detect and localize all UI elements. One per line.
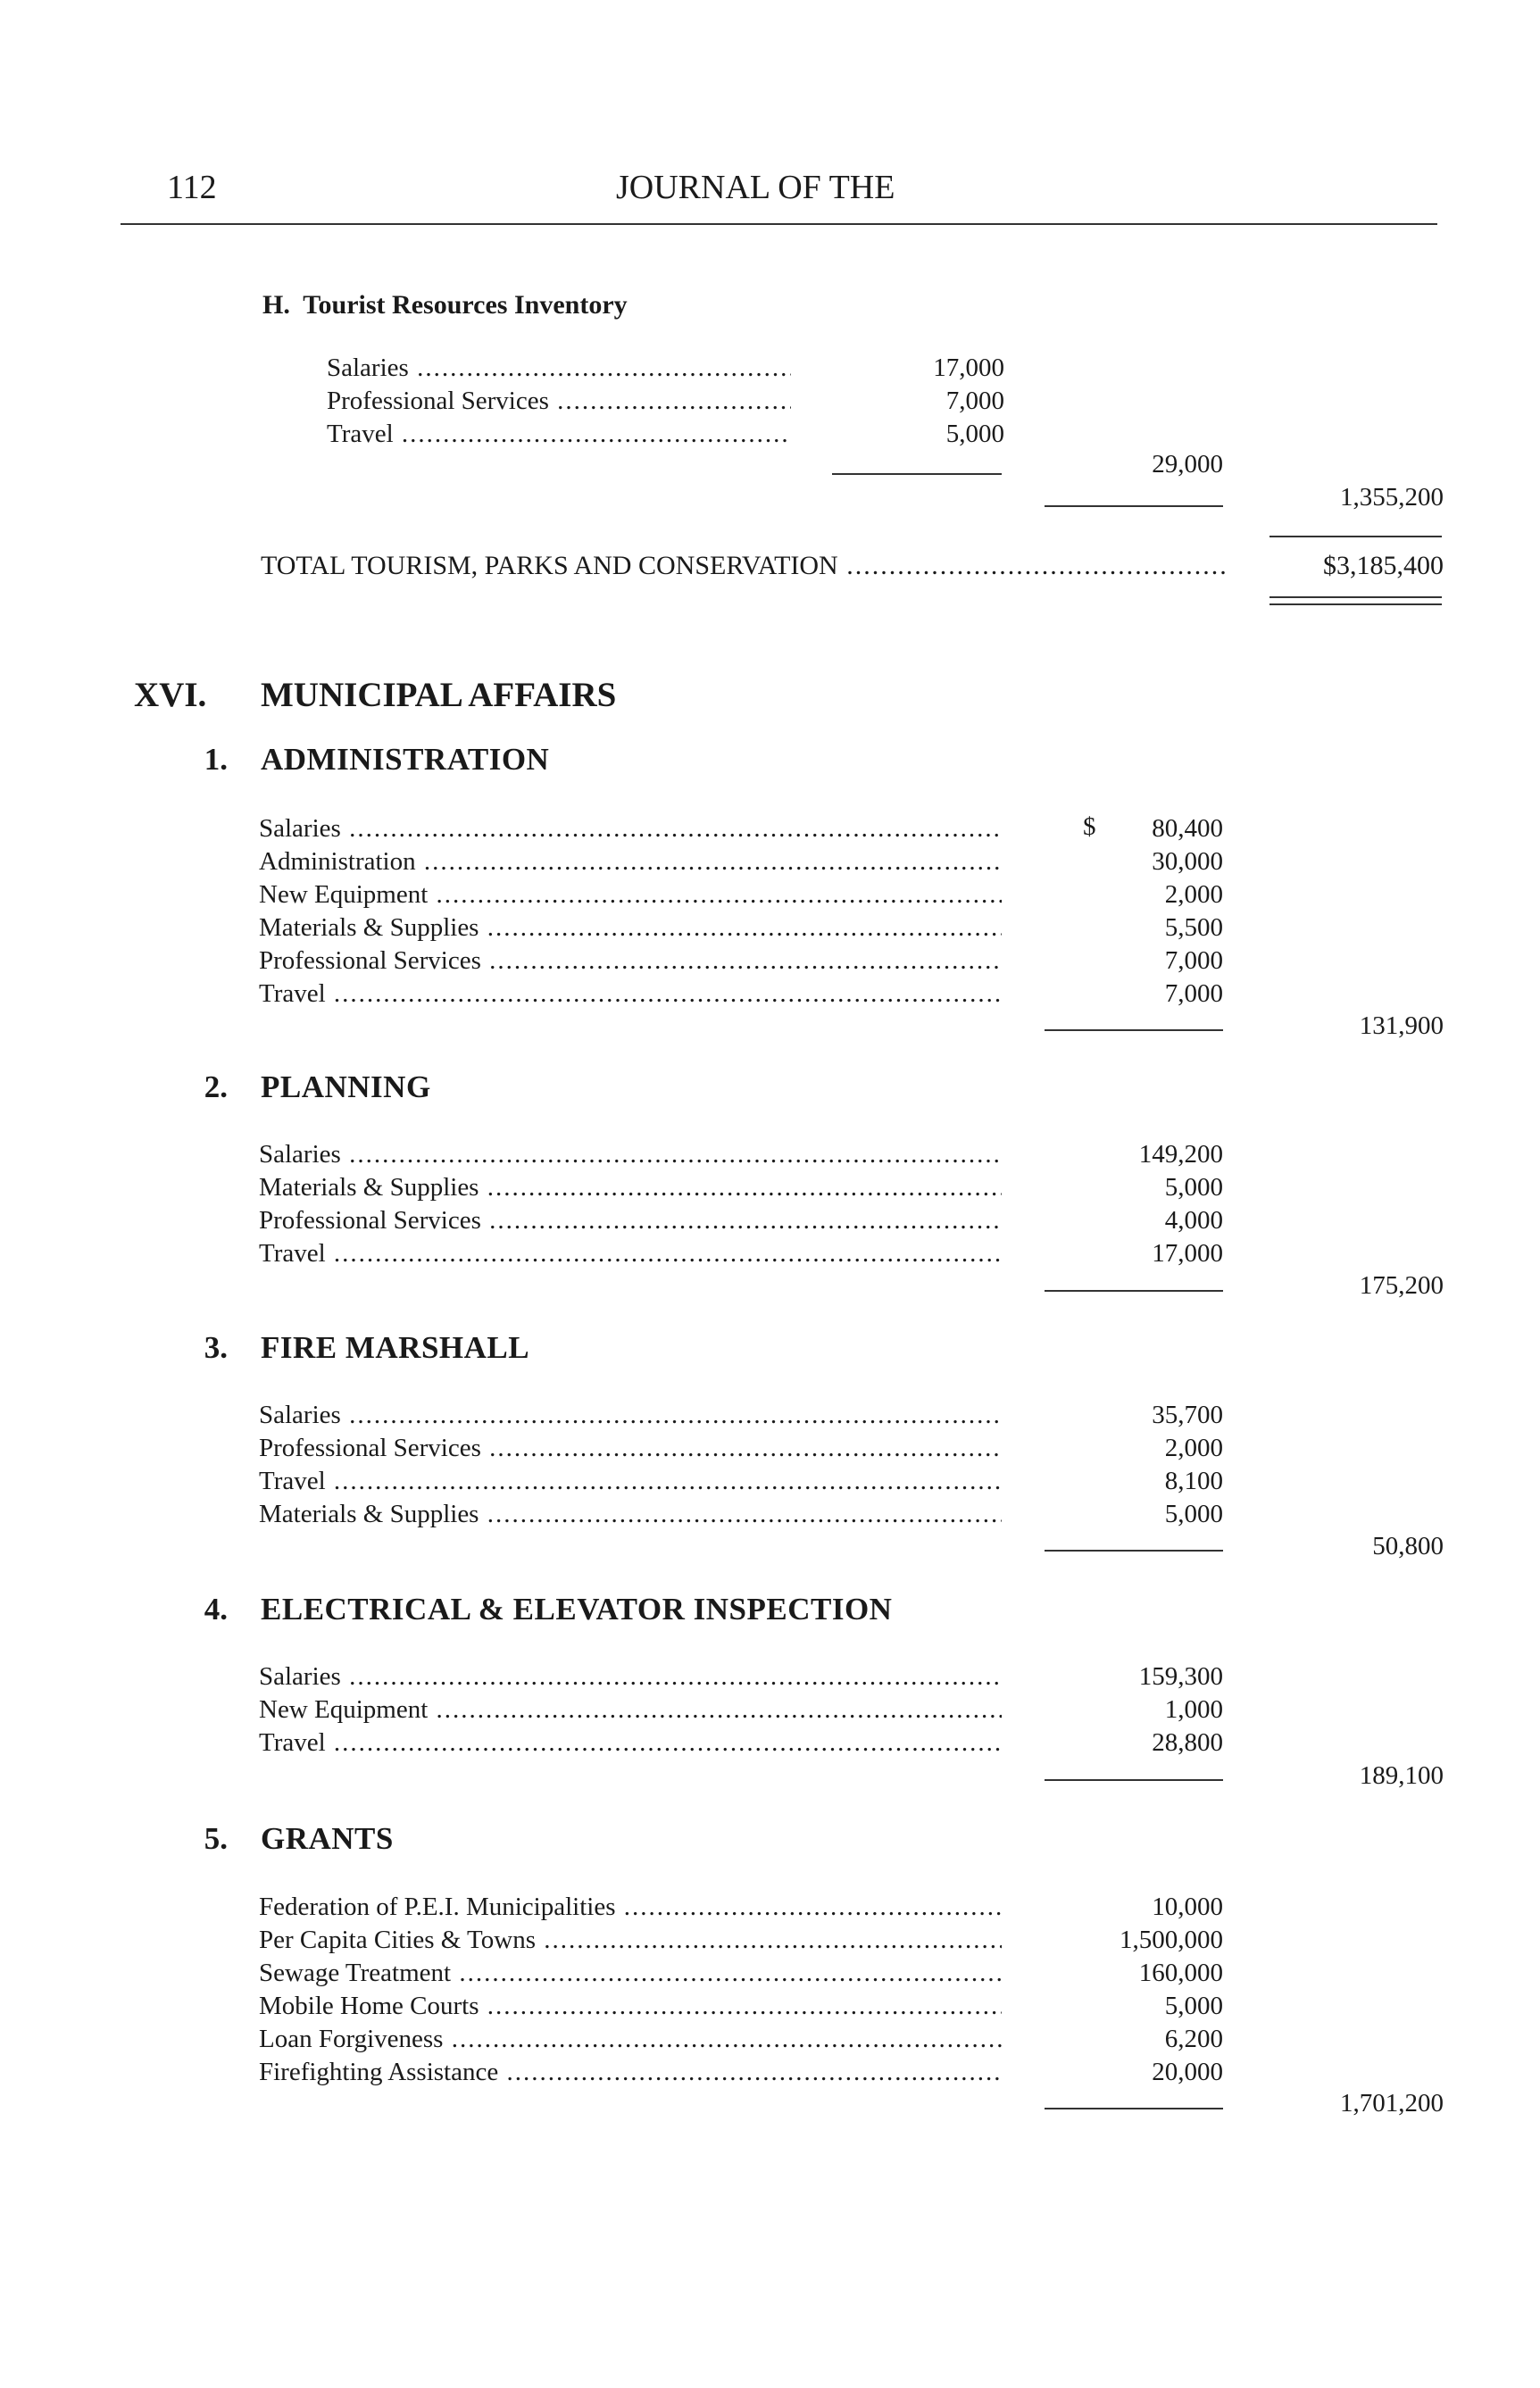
grand-total-double-rule-1 (1269, 596, 1442, 598)
item-label: Travel ..... (327, 418, 791, 451)
planning-row-professional-services (259, 1204, 1002, 1237)
section-number: 5. (204, 1821, 228, 1856)
section-subtotal-rule (1045, 2108, 1223, 2109)
electrical-row-new-equipment (259, 1693, 1002, 1727)
item-label: Materials & Supplies ..... (259, 911, 1002, 944)
item-amount: 8,100 (1164, 1467, 1223, 1495)
item-amount: 5,000 (1164, 1500, 1223, 1528)
item-amount: 17,000 (933, 354, 1004, 382)
item-amount: 160,000 (1138, 1959, 1223, 1987)
section-subtotal-rule (1045, 1550, 1223, 1552)
header-rule (121, 223, 1437, 225)
admin-row-administration (259, 845, 1002, 878)
item-amount: 28,800 (1152, 1728, 1223, 1757)
item-label: Materials & Supplies ..... (259, 1171, 1002, 1204)
item-label: Salaries ..... (259, 812, 1002, 845)
electrical-row-salaries (259, 1660, 1002, 1693)
item-amount: 5,000 (1164, 1992, 1223, 2020)
item-label: Professional Services ..... (259, 944, 1002, 978)
division-title: MUNICIPAL AFFAIRS (261, 676, 617, 714)
section-number: 1. (204, 742, 228, 777)
item-label: Travel ..... (259, 1237, 1002, 1270)
item-amount: 17,000 (1152, 1239, 1223, 1268)
item-amount: 149,200 (1138, 1140, 1223, 1169)
section-total: 189,100 (1359, 1761, 1444, 1790)
planning-row-travel (259, 1237, 1002, 1270)
grants-row-federation (259, 1891, 1002, 1924)
section-title-fire-marshall: FIRE MARSHALL (261, 1330, 530, 1365)
division-number: XVI. (134, 676, 207, 714)
item-label: New Equipment ..... (259, 1693, 1002, 1727)
item-amount: 35,700 (1152, 1401, 1223, 1429)
item-label: Salaries ..... (327, 352, 791, 385)
tourist-row-travel (327, 418, 791, 451)
item-amount: 1,500,000 (1120, 1926, 1223, 1954)
section-total: 1,701,200 (1340, 2089, 1444, 2118)
section-subtotal-rule (1045, 1779, 1223, 1781)
page-header-title: JOURNAL OF THE (616, 169, 895, 206)
page-number: 112 (167, 169, 217, 206)
item-label: Firefighting Assistance ..... (259, 2056, 1002, 2089)
dollar-sign: $ (1083, 812, 1096, 841)
planning-row-salaries (259, 1138, 1002, 1171)
item-amount: 7,000 (1164, 946, 1223, 975)
item-amount: 5,500 (1164, 913, 1223, 942)
item-amount: 20,000 (1152, 2058, 1223, 2086)
item-label: Salaries ..... (259, 1399, 1002, 1432)
item-amount: 2,000 (1164, 880, 1223, 909)
item-label: Sewage Treatment ..... (259, 1957, 1002, 1990)
item-label: Salaries ..... (259, 1660, 1002, 1693)
section-number: 2. (204, 1069, 228, 1104)
item-label: Federation of P.E.I. Municipalities ..... (259, 1891, 1002, 1924)
tourist-subtotal: 29,000 (1152, 450, 1223, 478)
grand-total-row (261, 549, 1225, 582)
section-title-electrical-elevator-inspection: ELECTRICAL & ELEVATOR INSPECTION (261, 1592, 893, 1627)
item-amount: 10,000 (1152, 1893, 1223, 1921)
admin-row-travel (259, 978, 1002, 1011)
grants-row-loan-forgiveness (259, 2023, 1002, 2056)
section-number: 4. (204, 1592, 228, 1627)
item-label: Travel ..... (259, 1465, 1002, 1498)
tourist-row-professional-services (327, 385, 791, 418)
item-label: Travel ..... (259, 1727, 1002, 1760)
section-title-grants: GRANTS (261, 1821, 394, 1856)
fire-row-materials-supplies (259, 1498, 1002, 1531)
section-title-administration: ADMINISTRATION (261, 742, 550, 777)
item-label: Administration ..... (259, 845, 1002, 878)
grants-row-firefighting-assistance (259, 2056, 1002, 2089)
fire-row-travel (259, 1465, 1002, 1498)
grants-row-mobile-home-courts (259, 1990, 1002, 2023)
item-amount: 80,400 (1152, 814, 1223, 843)
admin-row-salaries (259, 812, 1002, 845)
tourist-row-salaries (327, 352, 791, 385)
admin-row-materials-supplies (259, 911, 1002, 944)
section-total: 50,800 (1372, 1532, 1444, 1560)
section-title-planning: PLANNING (261, 1069, 431, 1104)
tourist-subheading: H. Tourist Resources Inventory (262, 290, 628, 320)
electrical-row-travel (259, 1727, 1002, 1760)
item-amount: 1,000 (1164, 1695, 1223, 1724)
item-label: Professional Services ..... (327, 385, 791, 418)
grand-total-double-rule-2 (1269, 603, 1442, 605)
grants-row-per-capita (259, 1924, 1002, 1957)
section-total: 131,900 (1359, 1011, 1444, 1040)
item-label: Mobile Home Courts ..... (259, 1990, 1002, 2023)
section-subtotal-rule (1045, 1029, 1223, 1031)
item-label: Travel ..... (259, 978, 1002, 1011)
item-label: Per Capita Cities & Towns ..... (259, 1924, 1002, 1957)
tourist-total: 1,355,200 (1340, 483, 1444, 512)
grants-row-sewage-treatment (259, 1957, 1002, 1990)
item-amount: 2,000 (1164, 1434, 1223, 1462)
item-amount: 6,200 (1164, 2025, 1223, 2053)
tourist-total-rule (1045, 505, 1223, 507)
item-label: Loan Forgiveness ..... (259, 2023, 1002, 2056)
admin-row-professional-services (259, 944, 1002, 978)
section-number: 3. (204, 1330, 228, 1365)
item-label: Professional Services ..... (259, 1204, 1002, 1237)
section-subtotal-rule (1045, 1290, 1223, 1292)
item-amount: 7,000 (945, 387, 1004, 415)
item-label: Salaries ..... (259, 1138, 1002, 1171)
item-amount: 5,000 (945, 420, 1004, 448)
item-label: Professional Services ..... (259, 1432, 1002, 1465)
fire-row-professional-services (259, 1432, 1002, 1465)
item-label: New Equipment ..... (259, 878, 1002, 911)
item-amount: 159,300 (1138, 1662, 1223, 1691)
fire-row-salaries (259, 1399, 1002, 1432)
grand-total-label: TOTAL TOURISM, PARKS AND CONSERVATION ..... (261, 549, 1225, 582)
grand-total-rule-above (1269, 536, 1442, 537)
planning-row-materials-supplies (259, 1171, 1002, 1204)
item-amount: 30,000 (1152, 847, 1223, 876)
item-amount: 5,000 (1164, 1173, 1223, 1202)
section-total: 175,200 (1359, 1271, 1444, 1300)
grand-total-amount: $3,185,400 (1323, 551, 1444, 580)
item-amount: 7,000 (1164, 979, 1223, 1008)
admin-row-new-equipment (259, 878, 1002, 911)
tourist-subtotal-rule (832, 473, 1002, 475)
item-label: Materials & Supplies ..... (259, 1498, 1002, 1531)
item-amount: 4,000 (1164, 1206, 1223, 1235)
